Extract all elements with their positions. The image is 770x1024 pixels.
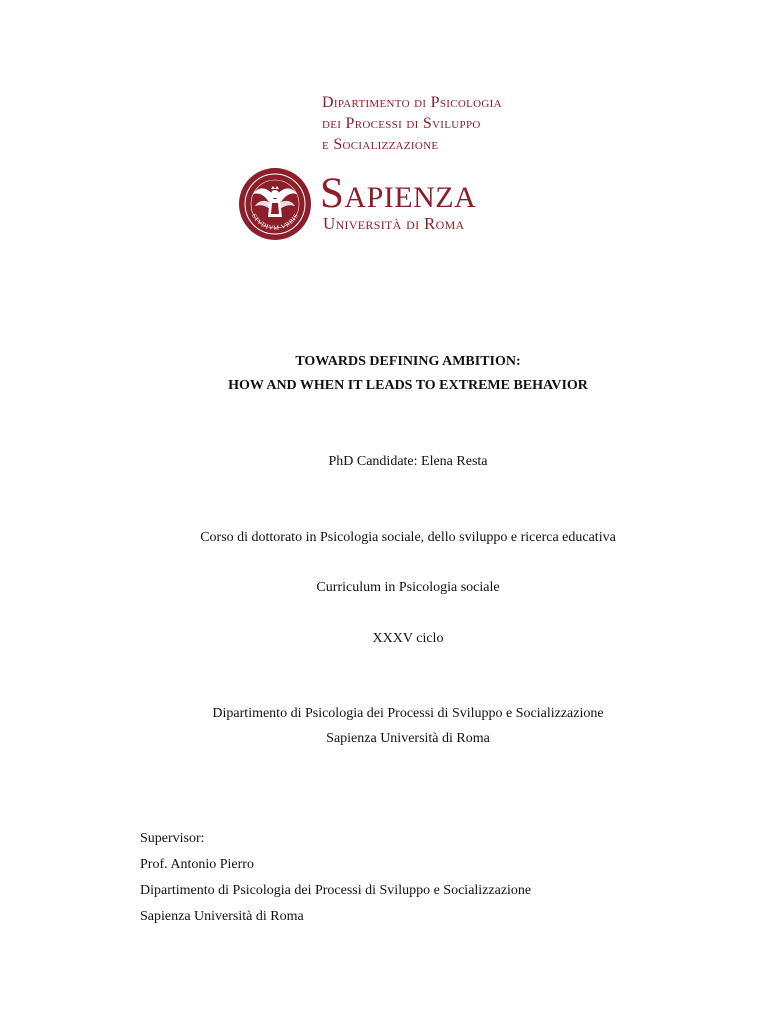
brand-subtitle: Università di Roma: [323, 214, 465, 233]
cycle: XXXV ciclo: [372, 631, 444, 646]
curriculum: Curriculum in Psicologia sociale: [316, 580, 500, 595]
title-line-2: HOW AND WHEN IT LEADS TO EXTREME BEHAVIOR: [228, 378, 588, 393]
supervisor-name: Prof. Antonio Pierro: [140, 857, 254, 872]
institution-university: Sapienza Università di Roma: [326, 731, 490, 746]
title-line-1: TOWARDS DEFINING AMBITION:: [295, 354, 521, 369]
supervisor-university: Sapienza Università di Roma: [140, 909, 304, 924]
doctoral-course: Corso di dottorato in Psicologia sociale, dello sviluppo e ricerca educativa: [200, 530, 616, 545]
supervisor-department: Dipartimento di Psicologia dei Processi di Sviluppo e Socializzazione: [140, 883, 532, 898]
supervisor-label: Supervisor:: [140, 831, 205, 846]
department-header: [322, 92, 502, 155]
brand-name: Sapienza: [320, 170, 477, 217]
department-line-3: e Socializzazione: [322, 136, 439, 153]
seal-text: STVDIVM VRBIS: [249, 212, 301, 232]
sapienza-seal-logo: [238, 167, 312, 241]
department-line-2: dei Processi di Sviluppo: [322, 115, 481, 132]
department-line-1: Dipartimento di Psicologia: [322, 94, 502, 111]
phd-candidate: PhD Candidate: Elena Resta: [328, 454, 488, 469]
institution-department: Dipartimento di Psicologia dei Processi di Sviluppo e Socializzazione: [212, 706, 604, 721]
